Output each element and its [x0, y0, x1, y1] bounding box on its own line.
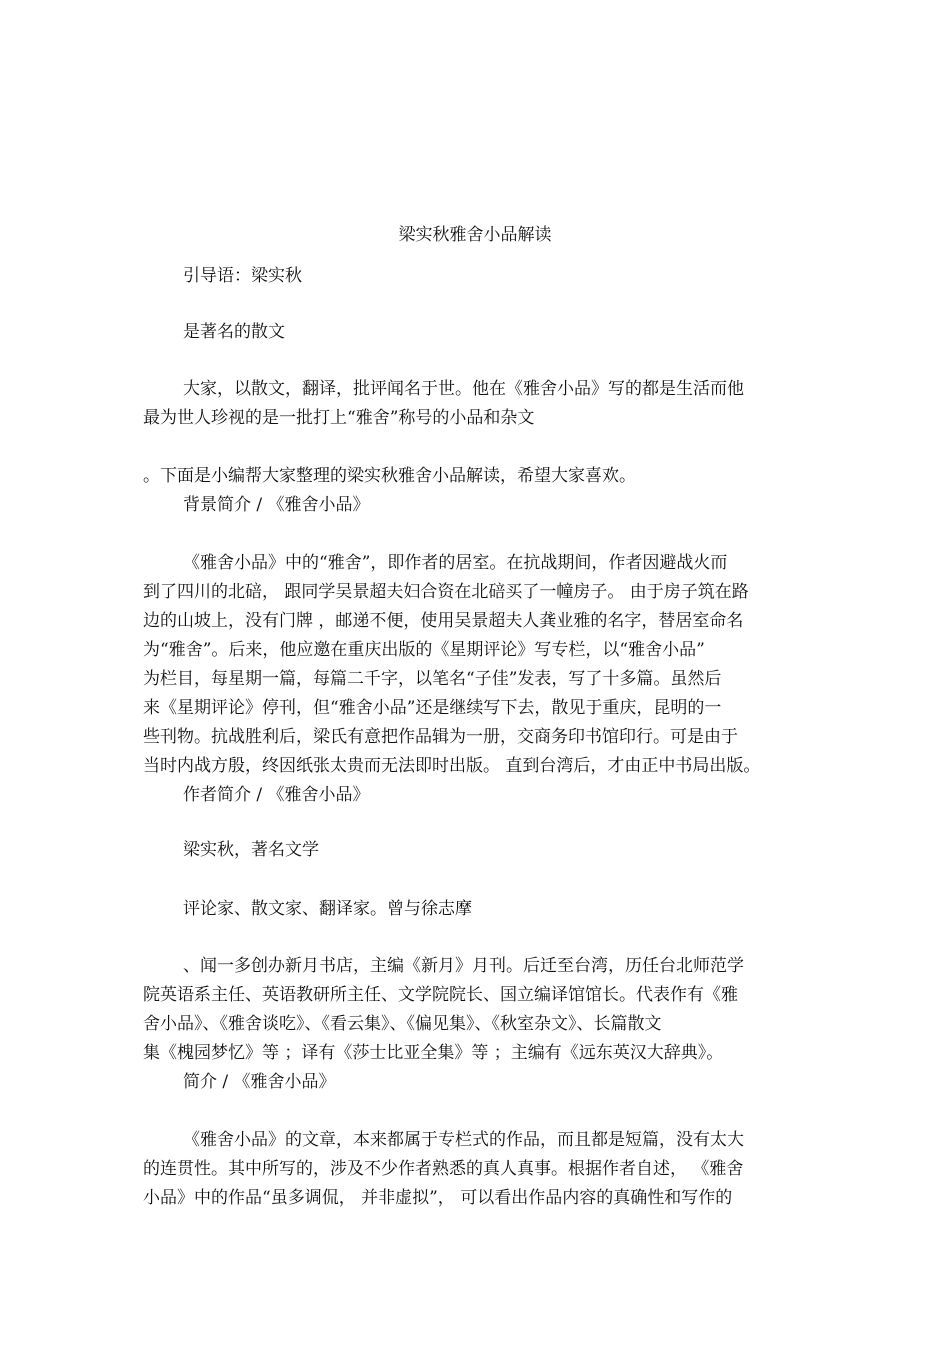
text-line: 为“雅舍”。后来，他应邀在重庆出版的《星期评论》写专栏，以“雅舍小品”: [143, 640, 705, 660]
section-heading: 背景简介 / 《雅舍小品》: [183, 495, 370, 515]
text-line: 些刊物。抗战胜利后，梁氏有意把作品辑为一册，交商务印书馆印行。可是由于: [143, 727, 738, 747]
text-line: 。下面是小编帮大家整理的梁实秋雅舍小品解读，希望大家喜欢。: [143, 466, 636, 486]
text-line: 集《槐园梦忆》等 ；译有《莎士比亚全集》等 ；主编有《远东英汉大辞典》。: [143, 1043, 724, 1063]
page-title: 梁实秋雅舍小品解读: [398, 225, 552, 245]
text-line: 《雅舍小品》中的“雅舍”，即作者的居室。在抗战期间，作者因避战火而: [183, 553, 728, 573]
text-line: 是著名的散文: [183, 322, 285, 342]
text-line: 的连贯性。其中所写的，涉及不少作者熟悉的真人真事。根据作者自述， 《雅舍: [143, 1159, 744, 1179]
text-line: 到了四川的北碚， 跟同学吴景超夫妇合资在北碚买了一幢房子。 由于房子筑在路: [143, 582, 749, 602]
text-line: 评论家、散文家、翻译家。曾与徐志摩: [183, 899, 472, 919]
text-line: 梁实秋，著名文学: [183, 840, 319, 860]
text-line: 来《星期评论》停刊，但“雅舍小品”还是继续写下去，散见于重庆，昆明的一: [143, 698, 722, 718]
text-line: 小品》中的作品“虽多调侃， 并非虚拟”， 可以看出作品内容的真确性和写作的: [143, 1188, 733, 1208]
text-line: 边的山坡上，没有门牌 ，邮递不便，使用吴景超夫人龚业雅的名字，替居室命名: [143, 611, 744, 631]
text-line: 大家，以散文，翻译，批评闻名于世。他在《雅舍小品》写的都是生活而他: [183, 379, 744, 399]
text-line: 《雅舍小品》的文章，本来都属于专栏式的作品，而且都是短篇，没有太大: [183, 1130, 744, 1150]
text-line: 引导语：梁实秋: [183, 266, 302, 286]
text-line: 为栏目，每星期一篇，每篇二千字，以笔名“子佳”发表，写了十多篇。虽然后: [143, 669, 722, 689]
section-heading: 作者简介 / 《雅舍小品》: [183, 785, 370, 805]
text-line: 院英语系主任、英语教研所主任、文学院院长、国立编译馆馆长。代表作有《雅: [143, 985, 738, 1005]
text-line: 当时内战方殷，终因纸张太贵而无法即时出版。 直到台湾后，才由正中书局出版。: [143, 756, 761, 776]
text-line: 舍小品》、《雅舍谈吃》、《看云集》、《偏见集》、《秋室杂文》、长篇散文: [143, 1014, 662, 1034]
text-line: 、闻一多创办新月书店，主编《新月》月刊。后迁至台湾，历任台北师范学: [183, 956, 744, 976]
text-line: 最为世人珍视的是一批打上“雅舍”称号的小品和杂文: [143, 408, 535, 428]
section-heading: 简介 / 《雅舍小品》: [183, 1072, 336, 1092]
